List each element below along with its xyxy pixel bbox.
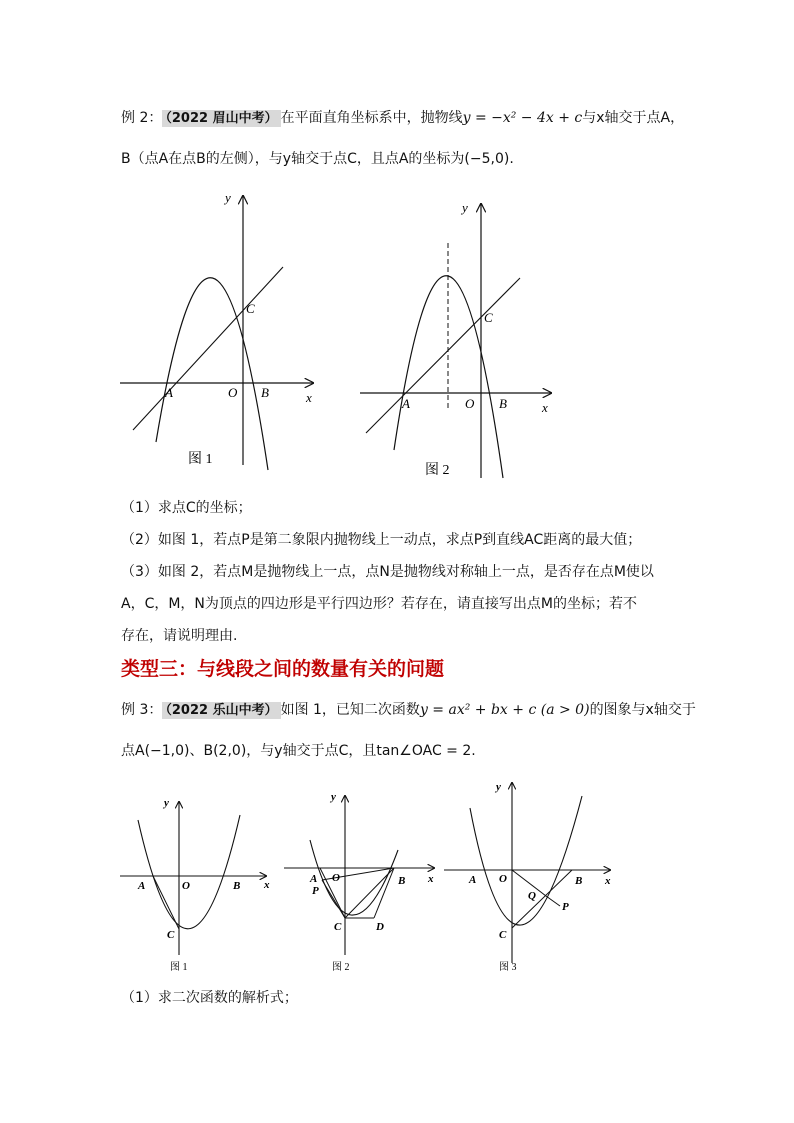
label-x: x <box>542 400 548 415</box>
segment-db <box>374 868 394 918</box>
label-c: C <box>167 929 175 941</box>
parabola <box>394 276 503 478</box>
label-y: y <box>496 781 501 793</box>
segment-pc <box>322 880 345 918</box>
segment-cb <box>345 868 394 918</box>
label-p: P <box>562 901 569 913</box>
label-a: A <box>402 396 410 411</box>
question-3-1: （1）求二次函数的解析式； <box>121 990 298 1006</box>
label-b: B <box>398 875 406 887</box>
example2-text1: 在平面直角坐标系中，抛物线 <box>280 110 463 126</box>
label-c: C <box>499 929 507 941</box>
example2-equation: y = −x² − 4x + c <box>462 110 583 126</box>
label-b: B <box>233 880 241 892</box>
line-ac <box>133 267 283 430</box>
label-x: x <box>306 390 312 405</box>
example3-source-tag: （2022 乐山中考） <box>162 702 280 719</box>
label-b: B <box>575 875 583 887</box>
question-2-2: （2）如图 1，若点P是第二象限内抛物线上一动点，求点P到直线AC距离的最大值； <box>121 532 642 548</box>
label-x: x <box>264 879 270 891</box>
figure-2-ex2 <box>358 198 558 483</box>
example3-line1 <box>121 700 696 721</box>
parabola <box>138 815 240 929</box>
example2-label: 例 2： <box>121 110 163 126</box>
segment-cb <box>512 870 572 928</box>
example2-source-tag: （2022 眉山中考） <box>162 110 280 127</box>
label-y: y <box>164 797 169 809</box>
label-o: O <box>499 873 507 885</box>
label-x: x <box>605 875 611 887</box>
question-2-3a: （3）如图 2，若点M是抛物线上一点，点N是抛物线对称轴上一点，是否存在点M使以 <box>121 564 654 580</box>
label-c: C <box>246 301 255 316</box>
label-o: O <box>182 880 190 892</box>
section-heading: 类型三：与线段之间的数量有关的问题 <box>121 658 445 680</box>
example3-line2: 点A(−1,0)、B(2,0)，与y轴交于点C，且tan∠OAC = 2. <box>121 743 476 759</box>
label-q: Q <box>528 890 536 902</box>
caption: 图 2 <box>425 463 450 478</box>
example3-equation: y = ax² + bx + c (a > 0) <box>419 702 590 718</box>
label-d: D <box>376 921 384 933</box>
question-2-3b: A，C，M，N为顶点的四边形是平行四边形？若存在，请直接写出点M的坐标；若不 <box>121 596 637 612</box>
example3-text2: 的图象与x轴交于 <box>589 702 696 718</box>
label-a: A <box>165 385 173 400</box>
question-2-1: （1）求点C的坐标； <box>121 500 252 516</box>
figure-2-ex3 <box>282 790 442 980</box>
caption: 图 1 <box>170 962 188 973</box>
label-y: y <box>462 200 468 215</box>
label-o: O <box>332 872 340 884</box>
label-p: P <box>312 885 319 897</box>
figure-1-ex2 <box>118 190 318 480</box>
segment-qp <box>546 896 560 906</box>
label-x: x <box>428 873 434 885</box>
question-2-3c: 存在，请说明理由. <box>121 628 238 644</box>
caption: 图 3 <box>499 962 517 973</box>
example3-text1: 如图 1，已知二次函数 <box>280 702 420 718</box>
label-a: A <box>310 873 318 885</box>
label-a: A <box>138 880 146 892</box>
example2-line1 <box>121 108 684 129</box>
label-a: A <box>469 874 477 886</box>
segment-ac <box>153 876 179 929</box>
label-c: C <box>334 921 342 933</box>
caption: 图 2 <box>332 962 350 973</box>
line-ac <box>366 278 520 433</box>
example3-label: 例 3： <box>121 702 163 718</box>
figure-1-ex3 <box>118 790 278 980</box>
label-b: B <box>261 385 269 400</box>
label-o: O <box>465 396 475 411</box>
label-o: O <box>228 385 238 400</box>
label-c: C <box>484 310 493 325</box>
caption: 图 1 <box>188 452 213 467</box>
example2-line2: B（点A在点B的左侧），与y轴交于点C，且点A的坐标为(−5,0). <box>121 151 514 167</box>
label-y: y <box>331 791 336 803</box>
example2-text2: 与x轴交于点A， <box>582 110 685 126</box>
label-y: y <box>225 190 231 205</box>
label-b: B <box>499 396 507 411</box>
figure-3-ex3 <box>442 778 622 978</box>
